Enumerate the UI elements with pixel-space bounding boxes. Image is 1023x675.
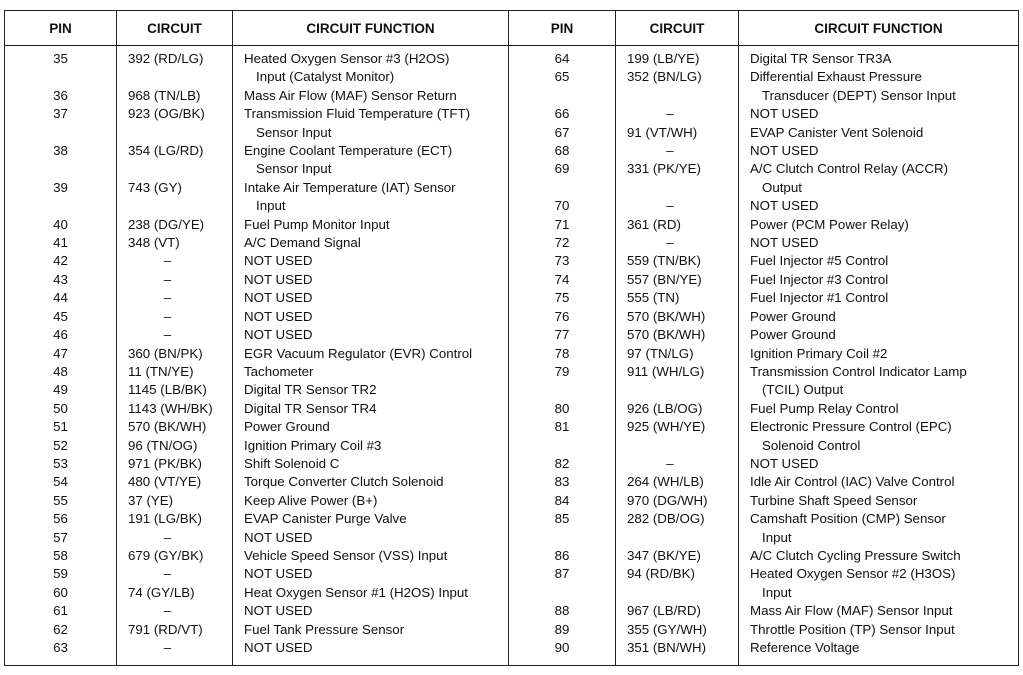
function-continuation: Sensor Input	[256, 124, 332, 140]
pin-cell: 50	[5, 400, 117, 418]
function-cell: Digital TR Sensor TR4	[233, 400, 509, 418]
circuit-cell: –	[117, 289, 233, 307]
circuit-cell: 743 (GY)	[117, 179, 233, 197]
pin-cell	[5, 160, 117, 178]
pin-cell: 52	[5, 437, 117, 455]
pin-cell: 40	[5, 216, 117, 234]
function-cell: Fuel Pump Monitor Input	[233, 216, 509, 234]
pin-cell: 45	[5, 308, 117, 326]
function-cell-continued	[233, 68, 509, 86]
table-row	[5, 492, 1019, 510]
circuit-cell: –	[616, 234, 739, 252]
pin-cell: 48	[5, 363, 117, 381]
function-cell: Shift Solenoid C	[233, 455, 509, 473]
table-row	[5, 142, 1019, 160]
function-cell-continued	[739, 584, 1019, 602]
function-continuation: Sensor Input	[256, 161, 332, 177]
table-row	[5, 473, 1019, 491]
pin-cell: 66	[509, 105, 616, 123]
table-row	[5, 271, 1019, 289]
pin-cell: 68	[509, 142, 616, 160]
function-cell: Heated Oxygen Sensor #2 (H3OS)	[739, 565, 1019, 583]
circuit-cell: 1143 (WH/BK)	[117, 400, 233, 418]
pin-cell: 54	[5, 473, 117, 491]
function-cell: NOT USED	[739, 142, 1019, 160]
function-cell: Power (PCM Power Relay)	[739, 216, 1019, 234]
circuit-cell	[616, 437, 739, 455]
pin-cell: 56	[5, 510, 117, 528]
function-cell: Heated Oxygen Sensor #3 (H2OS)	[233, 46, 509, 69]
table-row	[5, 216, 1019, 234]
function-cell: Power Ground	[739, 326, 1019, 344]
table-row	[5, 326, 1019, 344]
table-row	[5, 639, 1019, 666]
pin-cell: 71	[509, 216, 616, 234]
table-row	[5, 289, 1019, 307]
circuit-cell: 91 (VT/WH)	[616, 124, 739, 142]
pin-cell: 37	[5, 105, 117, 123]
circuit-cell: 570 (BK/WH)	[117, 418, 233, 436]
circuit-cell	[616, 179, 739, 197]
pin-cell: 64	[509, 46, 616, 69]
table-row	[5, 160, 1019, 178]
circuit-cell: 354 (LG/RD)	[117, 142, 233, 160]
function-cell: Fuel Injector #1 Control	[739, 289, 1019, 307]
table-row	[5, 105, 1019, 123]
circuit-cell: 679 (GY/BK)	[117, 547, 233, 565]
header-function-right: CIRCUIT FUNCTION	[739, 11, 1019, 46]
function-cell: Vehicle Speed Sensor (VSS) Input	[233, 547, 509, 565]
table-row	[5, 510, 1019, 528]
function-cell-continued	[739, 87, 1019, 105]
pin-cell: 57	[5, 529, 117, 547]
function-cell: NOT USED	[739, 234, 1019, 252]
pin-cell: 36	[5, 87, 117, 105]
pin-cell: 35	[5, 46, 117, 69]
circuit-cell: 570 (BK/WH)	[616, 326, 739, 344]
table-row	[5, 584, 1019, 602]
pin-cell: 77	[509, 326, 616, 344]
circuit-cell: 96 (TN/OG)	[117, 437, 233, 455]
function-continuation: Input (Catalyst Monitor)	[256, 69, 395, 85]
table-row	[5, 381, 1019, 399]
circuit-cell: 791 (RD/VT)	[117, 621, 233, 639]
function-cell: NOT USED	[233, 602, 509, 620]
circuit-cell: 559 (TN/BK)	[616, 252, 739, 270]
function-cell: NOT USED	[233, 639, 509, 666]
function-cell: Torque Converter Clutch Solenoid	[233, 473, 509, 491]
pin-cell	[509, 381, 616, 399]
pin-cell: 73	[509, 252, 616, 270]
circuit-cell: 911 (WH/LG)	[616, 363, 739, 381]
circuit-cell: 74 (GY/LB)	[117, 584, 233, 602]
table-row	[5, 234, 1019, 252]
pin-cell: 59	[5, 565, 117, 583]
circuit-cell: 348 (VT)	[117, 234, 233, 252]
circuit-cell: 361 (RD)	[616, 216, 739, 234]
function-cell: NOT USED	[739, 455, 1019, 473]
function-continuation: Input	[762, 584, 792, 600]
function-cell: Power Ground	[233, 418, 509, 436]
pin-cell: 58	[5, 547, 117, 565]
function-cell: Idle Air Control (IAC) Valve Control	[739, 473, 1019, 491]
pin-cell	[5, 68, 117, 86]
function-cell: A/C Clutch Cycling Pressure Switch	[739, 547, 1019, 565]
function-cell: NOT USED	[233, 271, 509, 289]
function-continuation: Solenoid Control	[762, 437, 861, 453]
table-row	[5, 197, 1019, 215]
function-cell: Power Ground	[739, 308, 1019, 326]
function-cell: EGR Vacuum Regulator (EVR) Control	[233, 345, 509, 363]
circuit-cell: 570 (BK/WH)	[616, 308, 739, 326]
function-cell: Camshaft Position (CMP) Sensor	[739, 510, 1019, 528]
pin-cell: 67	[509, 124, 616, 142]
table-row	[5, 437, 1019, 455]
pin-cell	[5, 124, 117, 142]
function-cell: NOT USED	[233, 308, 509, 326]
function-cell: Turbine Shaft Speed Sensor	[739, 492, 1019, 510]
pin-table-sheet	[4, 10, 1018, 666]
table-row	[5, 621, 1019, 639]
circuit-cell: 480 (VT/YE)	[117, 473, 233, 491]
pin-cell: 84	[509, 492, 616, 510]
pin-cell: 60	[5, 584, 117, 602]
circuit-cell: 352 (BN/LG)	[616, 68, 739, 86]
header-circuit-left: CIRCUIT	[117, 11, 233, 46]
table-row	[5, 418, 1019, 436]
header-pin-right: PIN	[509, 11, 616, 46]
pin-cell: 69	[509, 160, 616, 178]
pin-cell: 38	[5, 142, 117, 160]
function-cell: Digital TR Sensor TR3A	[739, 46, 1019, 69]
pin-cell: 87	[509, 565, 616, 583]
pin-cell: 39	[5, 179, 117, 197]
pin-cell: 41	[5, 234, 117, 252]
circuit-cell: 968 (TN/LB)	[117, 87, 233, 105]
pin-cell	[509, 529, 616, 547]
function-cell: NOT USED	[739, 197, 1019, 215]
function-continuation: Input	[256, 198, 286, 214]
table-row	[5, 547, 1019, 565]
circuit-cell: 264 (WH/LB)	[616, 473, 739, 491]
function-cell: Engine Coolant Temperature (ECT)	[233, 142, 509, 160]
function-cell: Keep Alive Power (B+)	[233, 492, 509, 510]
circuit-cell	[616, 87, 739, 105]
pin-cell: 62	[5, 621, 117, 639]
pin-cell	[509, 584, 616, 602]
pin-cell: 46	[5, 326, 117, 344]
pin-cell	[509, 437, 616, 455]
pin-cell: 86	[509, 547, 616, 565]
function-continuation: (TCIL) Output	[762, 382, 844, 398]
table-row	[5, 124, 1019, 142]
pin-cell: 82	[509, 455, 616, 473]
header-pin-left: PIN	[5, 11, 117, 46]
pin-cell: 85	[509, 510, 616, 528]
function-cell: NOT USED	[233, 289, 509, 307]
function-cell: Fuel Tank Pressure Sensor	[233, 621, 509, 639]
circuit-cell	[616, 529, 739, 547]
function-cell: Electronic Pressure Control (EPC)	[739, 418, 1019, 436]
pin-cell: 70	[509, 197, 616, 215]
circuit-cell: 199 (LB/YE)	[616, 46, 739, 69]
pin-cell: 89	[509, 621, 616, 639]
circuit-cell	[117, 197, 233, 215]
function-cell: NOT USED	[233, 252, 509, 270]
table-row	[5, 529, 1019, 547]
circuit-cell: 925 (WH/YE)	[616, 418, 739, 436]
pin-cell: 43	[5, 271, 117, 289]
circuit-cell: 331 (PK/YE)	[616, 160, 739, 178]
table-row	[5, 363, 1019, 381]
circuit-cell: 355 (GY/WH)	[616, 621, 739, 639]
table-row	[5, 87, 1019, 105]
function-cell-continued	[739, 437, 1019, 455]
circuit-cell: 1145 (LB/BK)	[117, 381, 233, 399]
header-circuit-right: CIRCUIT	[616, 11, 739, 46]
pin-cell: 42	[5, 252, 117, 270]
pin-cell: 51	[5, 418, 117, 436]
function-continuation: Transducer (DEPT) Sensor Input	[762, 87, 956, 103]
function-cell: NOT USED	[739, 105, 1019, 123]
circuit-cell	[616, 584, 739, 602]
table-row	[5, 455, 1019, 473]
function-cell: Mass Air Flow (MAF) Sensor Input	[739, 602, 1019, 620]
circuit-cell: 238 (DG/YE)	[117, 216, 233, 234]
circuit-cell: 97 (TN/LG)	[616, 345, 739, 363]
circuit-cell: 926 (LB/OG)	[616, 400, 739, 418]
circuit-cell: 282 (DB/OG)	[616, 510, 739, 528]
circuit-cell: 94 (RD/BK)	[616, 565, 739, 583]
table-row	[5, 565, 1019, 583]
pin-cell	[509, 179, 616, 197]
function-cell: Reference Voltage	[739, 639, 1019, 666]
pin-cell: 88	[509, 602, 616, 620]
table-row	[5, 179, 1019, 197]
table-row	[5, 46, 1019, 69]
circuit-cell	[117, 124, 233, 142]
circuit-cell: 557 (BN/YE)	[616, 271, 739, 289]
pin-cell: 55	[5, 492, 117, 510]
pin-cell: 78	[509, 345, 616, 363]
function-cell: NOT USED	[233, 565, 509, 583]
table-row	[5, 400, 1019, 418]
circuit-cell: 191 (LG/BK)	[117, 510, 233, 528]
table-row	[5, 602, 1019, 620]
circuit-cell: –	[616, 455, 739, 473]
pin-cell: 83	[509, 473, 616, 491]
table-row	[5, 345, 1019, 363]
table-row	[5, 68, 1019, 86]
function-cell: Mass Air Flow (MAF) Sensor Return	[233, 87, 509, 105]
function-cell: EVAP Canister Purge Valve	[233, 510, 509, 528]
pin-cell: 65	[509, 68, 616, 86]
function-cell-continued	[739, 179, 1019, 197]
function-cell: Throttle Position (TP) Sensor Input	[739, 621, 1019, 639]
header-function-left: CIRCUIT FUNCTION	[233, 11, 509, 46]
circuit-cell: 923 (OG/BK)	[117, 105, 233, 123]
pin-cell: 76	[509, 308, 616, 326]
pin-table-body	[5, 46, 1019, 666]
table-row	[5, 252, 1019, 270]
table-row	[5, 308, 1019, 326]
circuit-cell: 11 (TN/YE)	[117, 363, 233, 381]
function-cell: Transmission Fluid Temperature (TFT)	[233, 105, 509, 123]
function-cell: Differential Exhaust Pressure	[739, 68, 1019, 86]
function-cell: A/C Demand Signal	[233, 234, 509, 252]
circuit-cell: 967 (LB/RD)	[616, 602, 739, 620]
pin-cell: 47	[5, 345, 117, 363]
circuit-cell: 392 (RD/LG)	[117, 46, 233, 69]
pin-table	[4, 10, 1019, 666]
function-cell: Digital TR Sensor TR2	[233, 381, 509, 399]
function-cell-continued	[739, 529, 1019, 547]
pin-cell: 81	[509, 418, 616, 436]
circuit-cell: –	[616, 197, 739, 215]
function-cell: NOT USED	[233, 326, 509, 344]
function-cell-continued	[233, 124, 509, 142]
circuit-cell: 971 (PK/BK)	[117, 455, 233, 473]
circuit-cell: –	[117, 529, 233, 547]
pin-cell: 80	[509, 400, 616, 418]
pin-cell: 49	[5, 381, 117, 399]
pin-cell: 74	[509, 271, 616, 289]
function-continuation: Output	[762, 179, 802, 195]
function-cell-continued	[233, 197, 509, 215]
circuit-cell: 347 (BK/YE)	[616, 547, 739, 565]
function-cell: Fuel Pump Relay Control	[739, 400, 1019, 418]
circuit-cell: –	[117, 271, 233, 289]
circuit-cell: 351 (BN/WH)	[616, 639, 739, 666]
circuit-cell: 555 (TN)	[616, 289, 739, 307]
pin-cell: 63	[5, 639, 117, 666]
function-cell: Fuel Injector #5 Control	[739, 252, 1019, 270]
function-cell-continued	[739, 381, 1019, 399]
circuit-cell: –	[117, 308, 233, 326]
pin-cell: 72	[509, 234, 616, 252]
function-cell: Tachometer	[233, 363, 509, 381]
function-cell: Fuel Injector #3 Control	[739, 271, 1019, 289]
circuit-cell: 37 (YE)	[117, 492, 233, 510]
function-cell: Ignition Primary Coil #2	[739, 345, 1019, 363]
pin-cell: 75	[509, 289, 616, 307]
circuit-cell: –	[117, 565, 233, 583]
circuit-cell: 970 (DG/WH)	[616, 492, 739, 510]
circuit-cell	[616, 381, 739, 399]
pin-cell: 44	[5, 289, 117, 307]
function-cell: EVAP Canister Vent Solenoid	[739, 124, 1019, 142]
pin-cell	[5, 197, 117, 215]
circuit-cell: 360 (BN/PK)	[117, 345, 233, 363]
pin-cell: 79	[509, 363, 616, 381]
pin-cell: 61	[5, 602, 117, 620]
circuit-cell: –	[117, 602, 233, 620]
circuit-cell	[117, 160, 233, 178]
function-cell: Transmission Control Indicator Lamp	[739, 363, 1019, 381]
circuit-cell: –	[117, 326, 233, 344]
pin-cell	[509, 87, 616, 105]
function-continuation: Input	[762, 529, 792, 545]
function-cell: NOT USED	[233, 529, 509, 547]
pin-cell: 53	[5, 455, 117, 473]
circuit-cell	[117, 68, 233, 86]
function-cell: Heat Oxygen Sensor #1 (H2OS) Input	[233, 584, 509, 602]
pin-cell: 90	[509, 639, 616, 666]
function-cell: A/C Clutch Control Relay (ACCR)	[739, 160, 1019, 178]
circuit-cell: –	[117, 252, 233, 270]
circuit-cell: –	[117, 639, 233, 666]
function-cell: Ignition Primary Coil #3	[233, 437, 509, 455]
function-cell: Intake Air Temperature (IAT) Sensor	[233, 179, 509, 197]
function-cell-continued	[233, 160, 509, 178]
circuit-cell: –	[616, 105, 739, 123]
header-row	[5, 11, 1019, 46]
circuit-cell: –	[616, 142, 739, 160]
